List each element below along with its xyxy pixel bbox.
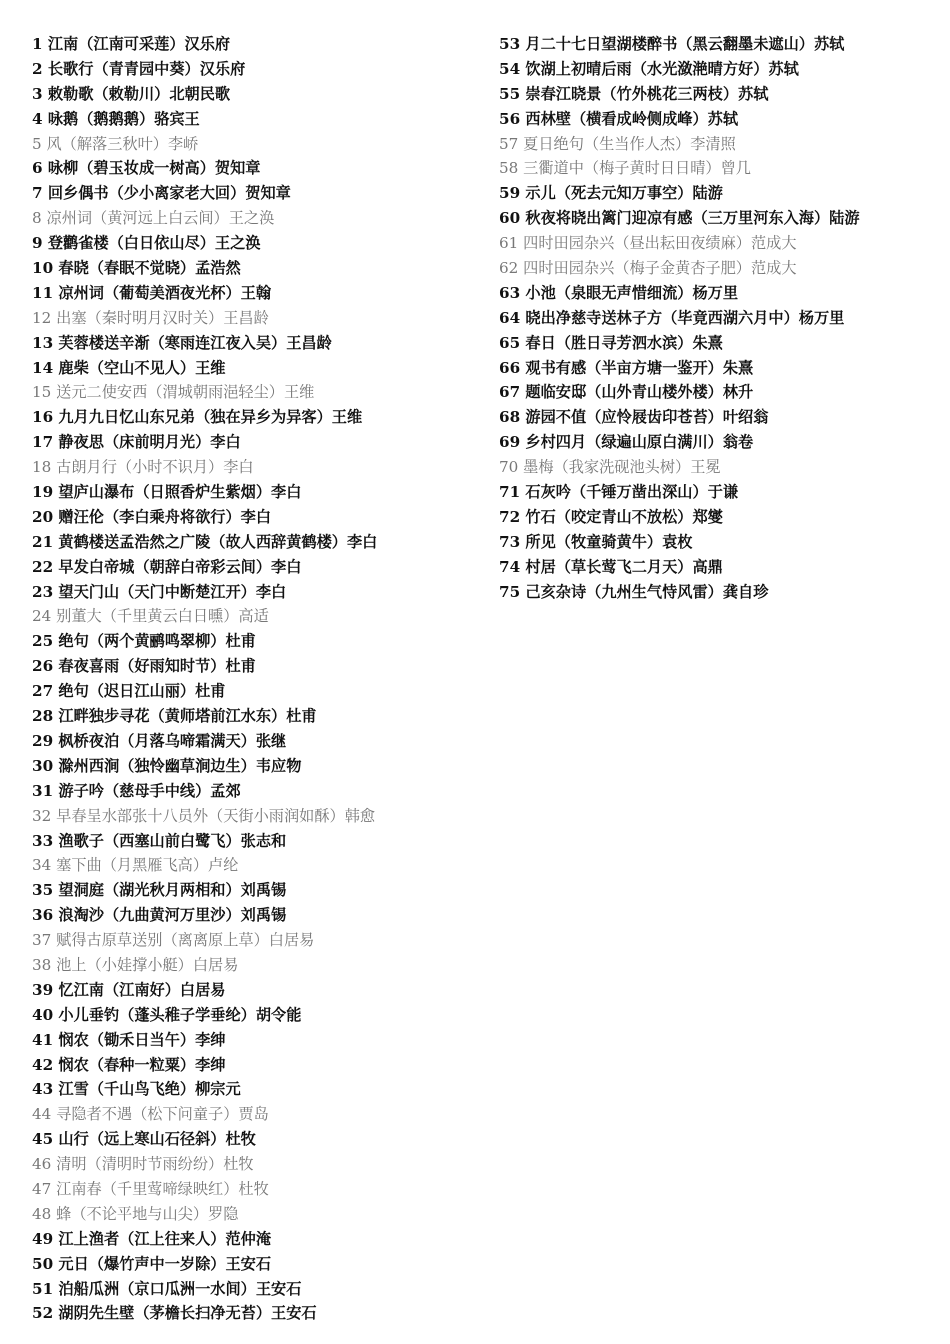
right-column xyxy=(499,32,939,604)
poem-list-item: 21 黄鹤楼送孟浩然之广陵（故人西辞黄鹤楼）李白 xyxy=(32,532,378,551)
poem-list-item: 56 西林壁（横看成岭侧成峰）苏轼 xyxy=(499,109,739,128)
poem-list-item: 67 题临安邸（山外青山楼外楼）林升 xyxy=(499,383,754,402)
poem-list-item: 41 悯农（锄禾日当午）李绅 xyxy=(32,1030,226,1049)
poem-list-item: 57 夏日绝句（生当作人杰）李清照 xyxy=(499,134,736,153)
poem-list-item: 59 示儿（死去元知万事空）陆游 xyxy=(499,184,723,203)
poem-list-item: 74 村居（草长莺飞二月天）高鼎 xyxy=(499,557,723,576)
poem-list-item: 27 绝句（迟日江山丽）杜甫 xyxy=(32,682,226,701)
poem-list-item: 44 寻隐者不遇（松下问童子）贾岛 xyxy=(32,1105,269,1124)
poem-list-item: 58 三衢道中（梅子黄时日日晴）曾几 xyxy=(499,159,751,178)
poem-list-item: 60 秋夜将晓出篱门迎凉有感（三万里河东入海）陆游 xyxy=(499,209,860,228)
poem-list-item: 33 渔歌子（西塞山前白鹭飞）张志和 xyxy=(32,831,287,850)
poem-list-item: 51 泊船瓜洲（京口瓜洲一水间）王安石 xyxy=(32,1279,302,1298)
left-column xyxy=(32,32,472,1326)
poem-list-item: 9 登鹳雀楼（白日依山尽）王之涣 xyxy=(32,234,261,253)
poem-list-item: 24 别董大（千里黄云白日曛）高适 xyxy=(32,607,269,626)
poem-list-item: 68 游园不值（应怜屐齿印苍苔）叶绍翁 xyxy=(499,408,769,427)
poem-list-item: 28 江畔独步寻花（黄师塔前江水东）杜甫 xyxy=(32,707,317,726)
poem-list-item: 71 石灰吟（千锤万凿出深山）于谦 xyxy=(499,483,739,502)
poem-list-item: 50 元日（爆竹声中一岁除）王安石 xyxy=(32,1254,272,1273)
poem-list-item: 10 春晓（春眠不觉晓）孟浩然 xyxy=(32,259,241,278)
poem-list-item: 2 长歌行（青青园中葵）汉乐府 xyxy=(32,59,246,78)
poem-list-item: 20 赠汪伦（李白乘舟将欲行）李白 xyxy=(32,507,272,526)
poem-list-item: 61 四时田园杂兴（昼出耘田夜绩麻）范成大 xyxy=(499,234,797,253)
poem-list-item: 23 望天门山（天门中断楚江开）李白 xyxy=(32,582,287,601)
poem-list-item: 17 静夜思（床前明月光）李白 xyxy=(32,433,241,452)
poem-list-item: 26 春夜喜雨（好雨知时节）杜甫 xyxy=(32,657,256,676)
poem-list-item: 11 凉州词（葡萄美酒夜光杯）王翰 xyxy=(32,283,272,302)
poem-list-item: 36 浪淘沙（九曲黄河万里沙）刘禹锡 xyxy=(32,906,287,925)
poem-list-item: 66 观书有感（半亩方塘一鉴开）朱熹 xyxy=(499,358,754,377)
poem-list-item: 49 江上渔者（江上往来人）范仲淹 xyxy=(32,1229,272,1248)
poem-list-item: 12 出塞（秦时明月汉时关）王昌龄 xyxy=(32,308,269,327)
poem-list-item: 32 早春呈水部张十八员外（天街小雨润如酥）韩愈 xyxy=(32,806,376,825)
poem-list-item: 54 饮湖上初晴后雨（水光潋滟晴方好）苏轼 xyxy=(499,59,799,78)
poem-list-item: 19 望庐山瀑布（日照香炉生紫烟）李白 xyxy=(32,483,302,502)
poem-list-item: 40 小儿垂钓（蓬头稚子学垂纶）胡令能 xyxy=(32,1005,302,1024)
poem-list-item: 47 江南春（千里莺啼绿映红）杜牧 xyxy=(32,1179,269,1198)
poem-list-item: 18 古朗月行（小时不识月）李白 xyxy=(32,458,254,477)
poem-list-item: 7 回乡偶书（少小离家老大回）贺知章 xyxy=(32,184,291,203)
poem-list-item: 22 早发白帝城（朝辞白帝彩云间）李白 xyxy=(32,557,302,576)
poem-list-item: 64 晓出净慈寺送林子方（毕竟西湖六月中）杨万里 xyxy=(499,308,845,327)
poem-list-item: 31 游子吟（慈母手中线）孟郊 xyxy=(32,781,241,800)
poem-list-item: 39 忆江南（江南好）白居易 xyxy=(32,980,226,999)
poem-list-item: 35 望洞庭（湖光秋月两相和）刘禹锡 xyxy=(32,881,287,900)
poem-list-item: 38 池上（小娃撑小艇）白居易 xyxy=(32,955,239,974)
poem-list-item: 63 小池（泉眼无声惜细流）杨万里 xyxy=(499,283,739,302)
poem-list-item: 34 塞下曲（月黑雁飞高）卢纶 xyxy=(32,856,239,875)
poem-list-item: 55 崇春江晓景（竹外桃花三两枝）苏轼 xyxy=(499,84,769,103)
poem-list-item: 25 绝句（两个黄鹂鸣翠柳）杜甫 xyxy=(32,632,256,651)
poem-list-item: 72 竹石（咬定青山不放松）郑燮 xyxy=(499,507,723,526)
poem-list-item: 53 月二十七日望湖楼醉书（黑云翻墨未遮山）苏轼 xyxy=(499,35,845,53)
poem-list-item: 42 悯农（春种一粒粟）李绅 xyxy=(32,1055,226,1074)
poem-list-item: 8 凉州词（黄河远上白云间）王之涣 xyxy=(32,209,275,228)
poem-list-item: 14 鹿柴（空山不见人）王维 xyxy=(32,358,226,377)
poem-list-item: 15 送元二使安西（渭城朝雨浥轻尘）王维 xyxy=(32,383,315,402)
poem-list-item: 37 赋得古原草送别（离离原上草）白居易 xyxy=(32,931,315,950)
poem-list-item: 1 江南（江南可采莲）汉乐府 xyxy=(32,35,231,53)
poem-list-item: 5 风（解落三秋叶）李峤 xyxy=(32,134,199,153)
poem-list-item: 16 九月九日忆山东兄弟（独在异乡为异客）王维 xyxy=(32,408,363,427)
poem-list-item: 45 山行（远上寒山石径斜）杜牧 xyxy=(32,1130,256,1149)
poem-list-item: 70 墨梅（我家洗砚池头树）王冕 xyxy=(499,458,721,477)
poem-list-item: 62 四时田园杂兴（梅子金黄杏子肥）范成大 xyxy=(499,259,797,278)
poem-list-item: 52 湖阴先生壁（茅檐长扫净无苔）王安石 xyxy=(32,1304,317,1323)
poem-list-item: 65 春日（胜日寻芳泗水滨）朱熹 xyxy=(499,333,723,352)
poem-list-item: 3 敕勒歌（敕勒川）北朝民歌 xyxy=(32,84,231,103)
poem-list-item: 29 枫桥夜泊（月落乌啼霜满天）张继 xyxy=(32,731,287,750)
poem-list-item: 69 乡村四月（绿遍山原白满川）翁卷 xyxy=(499,433,754,452)
poem-list-item: 43 江雪（千山鸟飞绝）柳宗元 xyxy=(32,1080,241,1099)
poem-list-item: 46 清明（清明时节雨纷纷）杜牧 xyxy=(32,1155,254,1174)
poem-list-item: 4 咏鹅（鹅鹅鹅）骆宾王 xyxy=(32,109,200,128)
poem-list-item: 30 滁州西涧（独怜幽草涧边生）韦应物 xyxy=(32,756,302,775)
poem-list-item: 6 咏柳（碧玉妆成一树高）贺知章 xyxy=(32,159,261,178)
poem-list-item: 73 所见（牧童骑黄牛）袁枚 xyxy=(499,532,693,551)
poem-list-item: 75 己亥杂诗（九州生气恃风雷）龚自珍 xyxy=(499,582,769,601)
poem-list-item: 48 蜂（不论平地与山尖）罗隐 xyxy=(32,1204,239,1223)
poem-list-item: 13 芙蓉楼送辛渐（寒雨连江夜入吴）王昌龄 xyxy=(32,333,332,352)
